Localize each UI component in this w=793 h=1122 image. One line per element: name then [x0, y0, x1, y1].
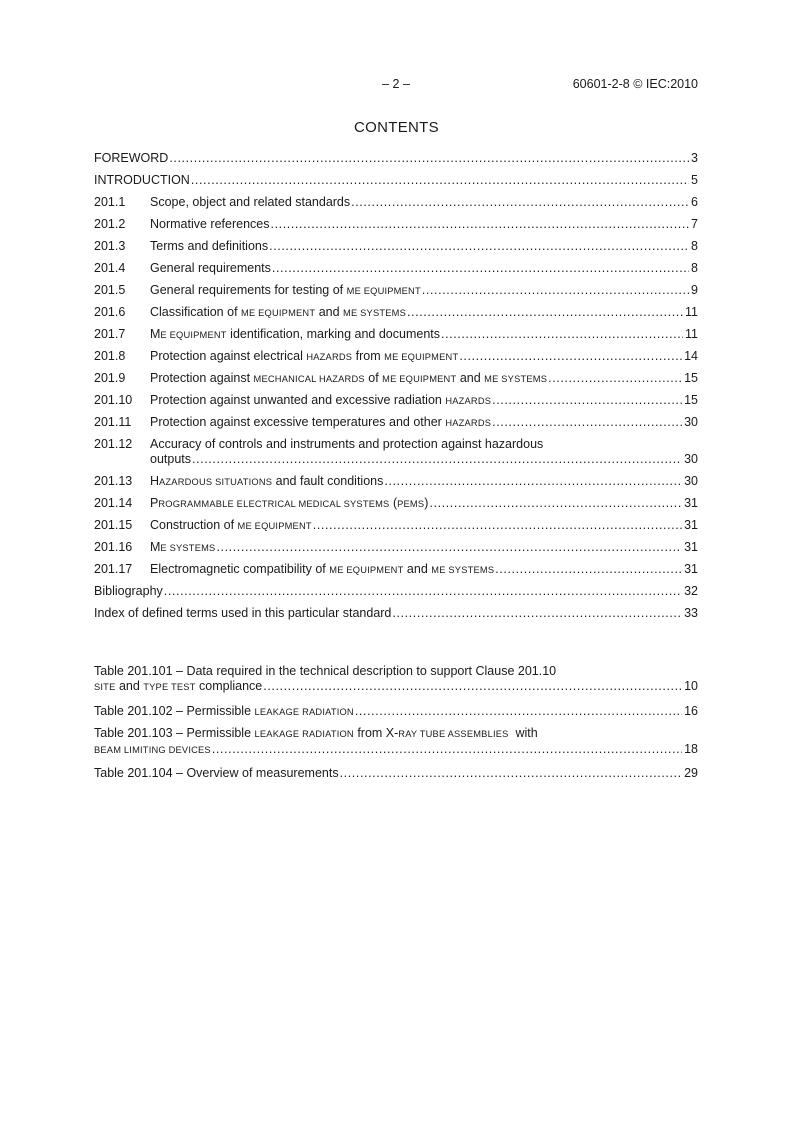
- page-number: – 2 –: [382, 77, 410, 91]
- table-title: Table 201.104 – Overview of measurements: [94, 766, 339, 780]
- clause-number: 201.9: [94, 371, 126, 385]
- toc-title: Protection against electrical HAZARDS from ME EQUIPMENT: [150, 349, 459, 363]
- leader-dots: [392, 606, 682, 620]
- toc-entry-201-12[interactable]: [94, 437, 698, 474]
- clause-number: 201.8: [94, 349, 126, 363]
- toc-entry-201-16[interactable]: [94, 540, 698, 562]
- toc-page: 31: [684, 518, 698, 532]
- toc-title: Protection against MECHANICAL HAZARDS of ME EQUIPMENT and ME SYSTEMS: [150, 371, 548, 385]
- leader-dots: [263, 679, 682, 693]
- toc-page: 5: [691, 173, 698, 187]
- toc-page: 9: [691, 283, 698, 297]
- leader-dots: [216, 540, 682, 554]
- toc-entry-201-2[interactable]: [94, 217, 698, 239]
- toc-page: 11: [685, 327, 698, 341]
- toc-page: 31: [684, 540, 698, 554]
- clause-number: 201.17: [94, 562, 133, 576]
- table-page: 16: [684, 704, 698, 718]
- leader-dots: [384, 474, 682, 488]
- toc-title-continued: outputs: [150, 452, 192, 466]
- table-page: 29: [684, 766, 698, 780]
- toc-page: 30: [684, 452, 698, 466]
- clause-number: 201.14: [94, 496, 133, 510]
- toc-entry-bibliography[interactable]: [94, 584, 698, 606]
- toc-page: 3: [691, 151, 698, 165]
- toc-entry-201-3[interactable]: [94, 239, 698, 261]
- clause-number: 201.7: [94, 327, 126, 341]
- toc-page: 8: [691, 239, 698, 253]
- leader-dots: [422, 283, 689, 297]
- toc-entry-index[interactable]: [94, 606, 698, 628]
- clause-number: 201.4: [94, 261, 126, 275]
- toc-entry-201-8[interactable]: [94, 349, 698, 371]
- toc-page: 30: [684, 474, 698, 488]
- leader-dots: [340, 766, 683, 780]
- toc-entry-201-14[interactable]: [94, 496, 698, 518]
- toc-title: ME SYSTEMS: [150, 540, 216, 554]
- toc-title: Protection against unwanted and excessive radiation HAZARDS: [150, 393, 492, 407]
- toc-entry-201-4[interactable]: [94, 261, 698, 283]
- document-reference: 60601-2-8 © IEC:2010: [572, 77, 698, 91]
- toc-entry-201-17[interactable]: [94, 562, 698, 584]
- toc-page: 33: [684, 606, 698, 620]
- clause-number: 201.5: [94, 283, 126, 297]
- toc-entry-foreword[interactable]: [94, 151, 698, 173]
- toc-entry-201-1[interactable]: [94, 195, 698, 217]
- toc-title: Scope, object and related standards: [150, 195, 351, 209]
- toc-page: 11: [685, 305, 698, 319]
- table-of-contents: [94, 151, 698, 628]
- leader-dots: [495, 562, 682, 576]
- toc-page: 8: [691, 261, 698, 275]
- toc-title: General requirements for testing of ME EQUIPMENT: [150, 283, 421, 297]
- toc-entry-201-15[interactable]: [94, 518, 698, 540]
- leader-dots: [548, 371, 682, 385]
- contents-title: CONTENTS: [354, 119, 439, 136]
- toc-title: ME EQUIPMENT identification, marking and documents: [150, 327, 440, 341]
- leader-dots: [407, 305, 683, 319]
- toc-title: Bibliography: [94, 584, 163, 598]
- table-entry-201-102[interactable]: [94, 704, 698, 726]
- toc-title: PROGRAMMABLE ELECTRICAL MEDICAL SYSTEMS (PEMS): [150, 496, 429, 510]
- toc-page: 15: [684, 371, 698, 385]
- toc-title: Classification of ME EQUIPMENT and ME SYSTEMS: [150, 305, 406, 319]
- leader-dots: [169, 151, 689, 165]
- toc-title: Index of defined terms used in this particular standard: [94, 606, 392, 620]
- clause-number: 201.13: [94, 474, 133, 488]
- toc-entry-201-7[interactable]: [94, 327, 698, 349]
- table-page: 10: [684, 679, 698, 693]
- table-title: Table 201.101 – Data required in the technical description to support Clause 201.10: [94, 664, 557, 678]
- clause-number: 201.11: [94, 415, 132, 429]
- clause-number: 201.6: [94, 305, 126, 319]
- leader-dots: [272, 261, 689, 275]
- toc-title: General requirements: [150, 261, 271, 275]
- table-title-continued: SITE and TYPE TEST compliance: [94, 679, 263, 693]
- toc-page: 15: [684, 393, 698, 407]
- clause-number: 201.1: [94, 195, 126, 209]
- leader-dots: [492, 415, 682, 429]
- toc-entry-201-6[interactable]: [94, 305, 698, 327]
- toc-page: 32: [684, 584, 698, 598]
- leader-dots: [355, 704, 682, 718]
- toc-entry-201-10[interactable]: [94, 393, 698, 415]
- clause-number: 201.16: [94, 540, 133, 554]
- clause-number: 201.2: [94, 217, 126, 231]
- leader-dots: [492, 393, 682, 407]
- toc-page: 6: [691, 195, 698, 209]
- leader-dots: [441, 327, 683, 341]
- toc-title: FOREWORD: [94, 151, 169, 165]
- toc-title: HAZARDOUS SITUATIONS and fault conditions: [150, 474, 384, 488]
- clause-number: 201.3: [94, 239, 126, 253]
- leader-dots: [351, 195, 689, 209]
- leader-dots: [459, 349, 682, 363]
- leader-dots: [164, 584, 682, 598]
- toc-page: 31: [684, 562, 698, 576]
- toc-title: Accuracy of controls and instruments and protection against hazardous: [150, 437, 544, 451]
- leader-dots: [191, 173, 689, 187]
- toc-title: Protection against excessive temperatures and other HAZARDS: [150, 415, 492, 429]
- toc-entry-201-9[interactable]: [94, 371, 698, 393]
- table-entry-201-104[interactable]: [94, 766, 698, 788]
- toc-page: 31: [684, 496, 698, 510]
- table-entry-201-101[interactable]: [94, 664, 698, 704]
- toc-title: Electromagnetic compatibility of ME EQUIPMENT and ME SYSTEMS: [150, 562, 495, 576]
- table-title-continued: BEAM LIMITING DEVICES: [94, 745, 211, 755]
- clause-number: 201.15: [94, 518, 133, 532]
- toc-title: Normative references: [150, 217, 270, 231]
- clause-number: 201.12: [94, 437, 133, 451]
- toc-page: 7: [691, 217, 698, 231]
- toc-entry-introduction[interactable]: [94, 173, 698, 195]
- leader-dots: [212, 742, 682, 756]
- toc-entry-201-13[interactable]: [94, 474, 698, 496]
- toc-entry-201-11[interactable]: [94, 415, 698, 437]
- table-page: 18: [684, 742, 698, 756]
- leader-dots: [192, 452, 682, 466]
- toc-title: INTRODUCTION: [94, 173, 190, 187]
- toc-page: 30: [684, 415, 698, 429]
- toc-page: 14: [684, 349, 698, 363]
- table-entry-201-103[interactable]: [94, 726, 698, 766]
- leader-dots: [313, 518, 682, 532]
- list-of-tables: [94, 664, 698, 788]
- table-title: Table 201.103 – Permissible LEAKAGE RADIATION from X-RAY TUBE ASSEMBLIES with: [94, 726, 538, 740]
- toc-entry-201-5[interactable]: [94, 283, 698, 305]
- leader-dots: [269, 239, 689, 253]
- table-title: Table 201.102 – Permissible LEAKAGE RADIATION: [94, 704, 354, 718]
- page-header: [94, 77, 698, 93]
- leader-dots: [271, 217, 690, 231]
- clause-number: 201.10: [94, 393, 133, 407]
- toc-title: Construction of ME EQUIPMENT: [150, 518, 312, 532]
- leader-dots: [429, 496, 682, 510]
- toc-title: Terms and definitions: [150, 239, 269, 253]
